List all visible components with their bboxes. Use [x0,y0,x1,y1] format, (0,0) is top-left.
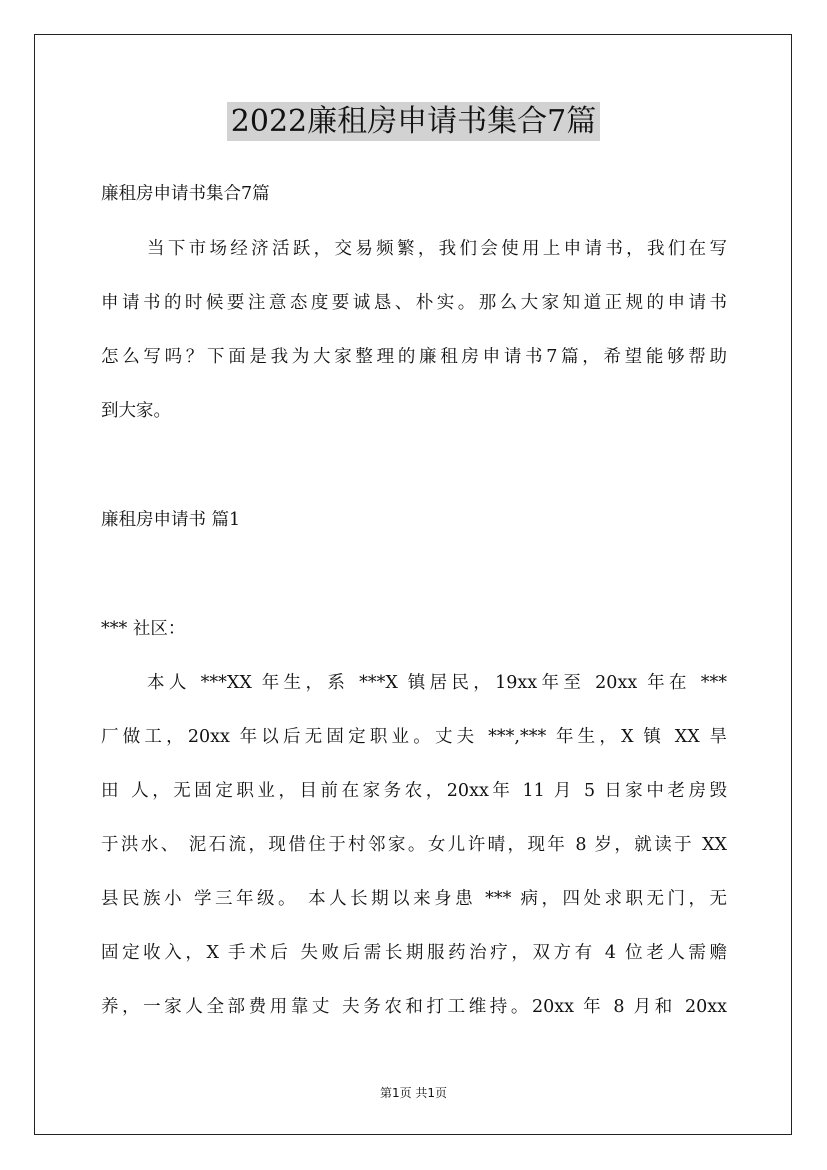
body-line: 本人 ***XX 年生，系 ***X 镇居民，19xx年至 20xx 年在 *** [147,673,727,693]
body-line: 厂做工，20xx 年以后无固定职业。丈夫 ***,*** 年生，X 镇 XX 旱 [101,727,727,747]
salutation: *** 社区： [101,619,186,639]
intro-line: 当下市场经济活跃，交易频繁，我们会使用上申请书，我们在写 [147,239,727,259]
section-heading: 廉租房申请书 篇1 [101,510,241,530]
subtitle: 廉租房申请书集合7篇 [101,184,270,204]
page-footer: 第1页 共1页 [379,1086,448,1100]
body-line: 养，一家人全部费用靠丈 夫务农和打工维持。20xx 年 8 月和 20xx [101,997,727,1017]
document-title [0,100,827,144]
intro-line: 怎么写吗？下面是我为大家整理的廉租房申请书7篇，希望能够帮助 [101,347,727,367]
body-line: 田 人，无固定职业，目前在家务农，20xx年 11 月 5 日家中老房毁 [101,781,727,801]
body-line: 县民族小 学三年级。 本人长期以来身患 *** 病，四处求职无门，无 [101,889,727,909]
body-line: 于洪水、 泥石流，现借住于村邻家。女儿许晴，现年 8 岁，就读于 XX [101,835,727,855]
body-line: 固定收入，X 手术后 失败后需长期服药治疗，双方有 4 位老人需赡 [101,943,727,963]
document-title-text: 2022廉租房申请书集合7篇 [227,102,600,141]
intro-line: 申请书的时候要注意态度要诚恳、朴实。那么大家知道正规的申请书 [101,293,727,313]
intro-line: 到大家。 [101,401,171,421]
